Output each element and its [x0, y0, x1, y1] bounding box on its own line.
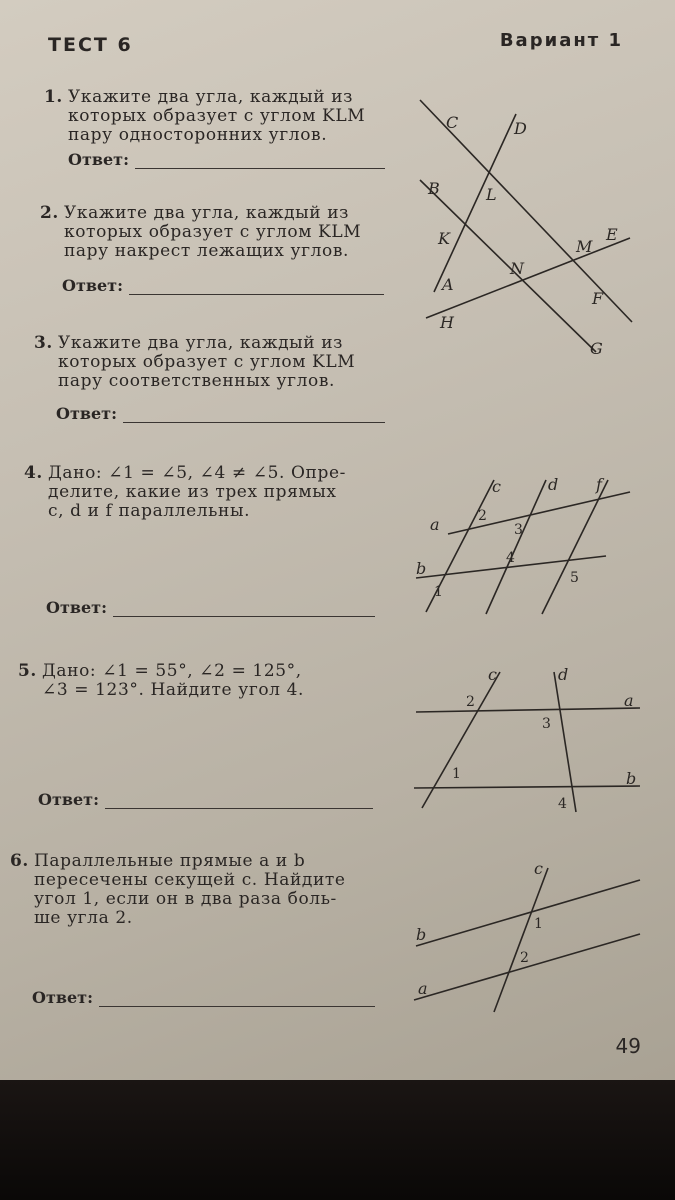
line-label: d	[548, 475, 559, 494]
point-label: F	[592, 289, 604, 308]
line-d	[486, 480, 546, 614]
point-label: G	[590, 339, 603, 358]
page-number: 49	[615, 1034, 641, 1058]
line-a	[414, 934, 640, 1000]
task-text: Дано: ∠1 = ∠5, ∠4 ≠ ∠5. Опре- делите, какие из трех прямых c, d и f параллельны.	[48, 463, 346, 521]
task-text: Укажите два угла, каждый из которых образует с углом KLM пару односторонних углов.	[68, 87, 366, 145]
point-label: A	[442, 275, 454, 294]
task-number: 6.	[10, 851, 29, 871]
point-label: M	[576, 237, 593, 256]
angle-label: 1	[534, 916, 543, 932]
line-b	[416, 880, 640, 946]
point-label: B	[428, 179, 440, 198]
line-label: c	[492, 477, 501, 496]
angle-label: 1	[434, 584, 443, 600]
angle-label: 5	[570, 570, 579, 586]
point-label: D	[514, 119, 527, 138]
line-a	[416, 708, 640, 712]
angle-label: 4	[506, 550, 515, 566]
line-label: a	[430, 515, 440, 534]
line-dh	[434, 114, 516, 292]
line-d	[554, 672, 576, 812]
task-number: 3.	[34, 333, 53, 353]
test-title: ТЕСТ 6	[48, 34, 133, 56]
line-label: b	[416, 925, 427, 944]
angle-label: 2	[478, 508, 487, 524]
answer-label: Ответ:	[56, 404, 117, 423]
line-label: c	[534, 859, 543, 878]
angle-label: 3	[542, 716, 551, 732]
point-label: L	[486, 185, 497, 204]
task-text: Укажите два угла, каждый из которых образует с углом KLM пару накрест лежащих углов.	[64, 203, 362, 261]
task-number: 1.	[44, 87, 63, 107]
line-label: c	[488, 665, 497, 684]
line-label: a	[418, 979, 428, 998]
variant-label: Вариант 1	[499, 30, 623, 51]
point-label: K	[438, 229, 450, 248]
task-text: Укажите два угла, каждый из которых образует с углом KLM пару соответственных углов.	[58, 333, 356, 391]
figure-1	[420, 100, 632, 358]
point-label: N	[510, 259, 524, 278]
task-number: 4.	[24, 463, 43, 483]
task-number: 5.	[18, 661, 37, 681]
answer-label: Ответ:	[68, 150, 129, 169]
answer-label: Ответ:	[32, 988, 93, 1007]
point-label: H	[440, 313, 454, 332]
figure-4	[416, 475, 630, 614]
task-number: 2.	[40, 203, 59, 223]
angle-label: 3	[514, 522, 523, 538]
angle-label: 2	[520, 950, 529, 966]
answer-label: Ответ:	[38, 790, 99, 809]
answer-label: Ответ:	[46, 598, 107, 617]
figure-5	[414, 665, 640, 812]
line-label: f	[596, 475, 602, 494]
point-label: C	[446, 113, 459, 132]
task-text: Дано: ∠1 = 55°, ∠2 = 125°, ∠3 = 123°. Найдите угол 4.	[42, 661, 304, 700]
dark-background	[0, 1080, 675, 1200]
line-b	[414, 786, 640, 788]
line-label: b	[626, 769, 637, 788]
angle-label: 2	[466, 694, 475, 710]
task-text: Параллельные прямые a и b пересечены секущей c. Найдите угол 1, если он в два раза боль- ше угла 2.	[34, 851, 346, 928]
answer-label: Ответ:	[62, 276, 123, 295]
line-label: a	[624, 691, 634, 710]
point-label: E	[606, 225, 618, 244]
line-label: b	[416, 559, 427, 578]
line-label: d	[558, 665, 569, 684]
figure-6	[414, 859, 640, 1012]
line-c	[494, 868, 548, 1012]
line-a	[448, 492, 630, 534]
angle-label: 1	[452, 766, 461, 782]
angle-label: 4	[558, 796, 567, 812]
